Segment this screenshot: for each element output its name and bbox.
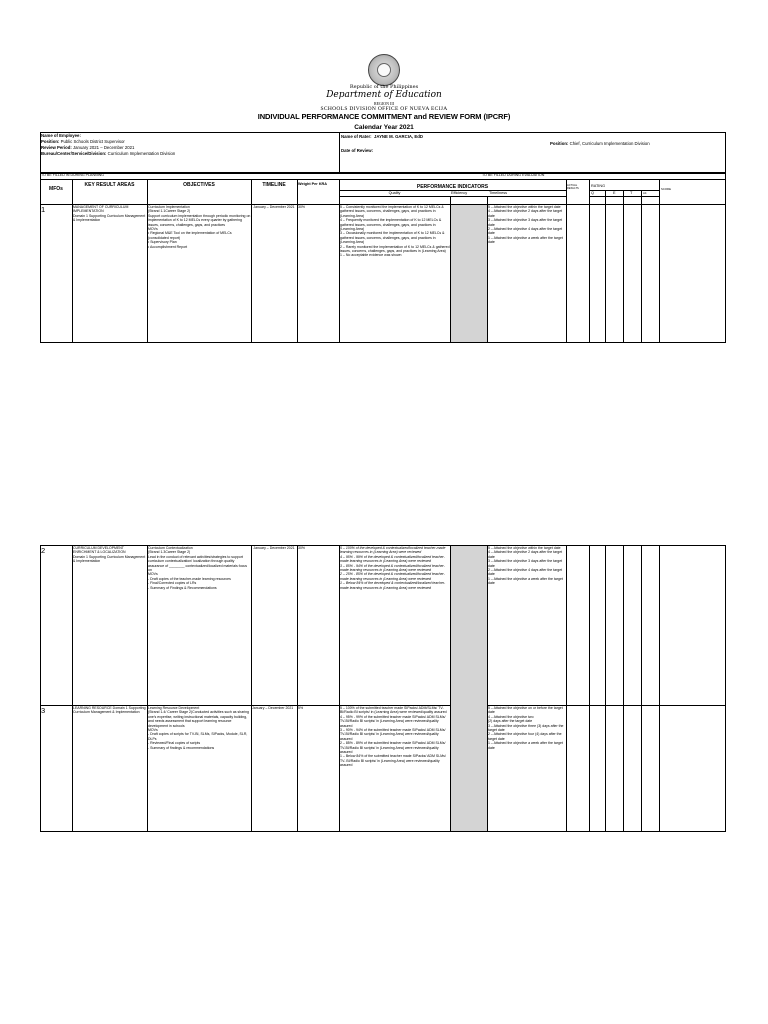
- row2-timeliness: 5 – Attained the objective within the target date 4 – Attained the objective 2 days after the target date 3 – Attained the objective 3 days after the target date 2 – Attained the objective 4 days after the target date 1 – Attained the objective a week after the target date: [488, 546, 563, 586]
- department-line: Department of Education: [326, 90, 442, 100]
- rule: [251, 179, 252, 343]
- row3-kra: LEARNING RESOURCE Domain 1 Supporting Curriculum Management & Implementation: [73, 706, 146, 715]
- rater-position-label: Position:: [550, 141, 569, 146]
- rule: [605, 545, 606, 832]
- col-ave: A4: [643, 191, 647, 195]
- employee-name-label: Name of Employee:: [41, 133, 81, 138]
- row1-kra: MANAGEMENT OF CURRICULUM IMPLEMENTATION Domain 1 Supporting Curriculum Management & Implementation: [73, 205, 146, 223]
- rule: [339, 179, 340, 343]
- rule: [566, 179, 567, 343]
- deped-seal-logo: [368, 54, 400, 86]
- row3-timeline: January – December 2021: [252, 706, 294, 710]
- col-indicators: PERFORMANCE INDICATORS: [416, 184, 489, 190]
- rule: [339, 196, 566, 197]
- rule: [605, 190, 606, 343]
- region-line: REGION III: [373, 101, 395, 106]
- row3-number: 3: [41, 706, 46, 715]
- row3-timeliness: 5 – Attained the objective on or before the target date 4 – Attained the objective two (2) days after the target date 3 – Attained the objective three (3) days after the target date 2 – Attained the objective four (4) days after the target date 1 – Attained the objective a week after the target date: [488, 706, 564, 750]
- row1-timeliness: 5 – Attained the objective within the target date 4 – Attained the objective 2 days after the target date 3 – Attained the objective 3 days after the target date 2 – Attained the objective 4 days after the target date 1 – Attained the objective a week after the target date: [488, 205, 563, 245]
- review-period-label: Review Period:: [41, 145, 72, 150]
- rater-position: [550, 141, 650, 146]
- rater-name: [341, 134, 423, 139]
- rule: [147, 179, 148, 343]
- col-weight: Weight Per KRA: [298, 182, 328, 186]
- row1-number: 1: [41, 205, 46, 214]
- col-efficiency: Efficiency: [451, 191, 468, 195]
- efficiency-shade: [451, 205, 487, 342]
- efficiency-shade: [451, 546, 487, 831]
- row3-quality: 5 – 100% of the submitted teacher made SIPacks/ ADM/SLMs/ TV-BI/Radio BI scripts/ in (Learning Area) were reviewed/quality assured 4 – 95% - 99% of the submitted teacher made SIPacks/ ADM SLMs/ TV-BI/Radio BI scripts/ in (Learning Area) were reviewed/quality assured 3 – 90% - 94% of the submitted teacher made SIPacks/ ADM SLMs/ TV-BI/Radio BI scripts/ in (Learning Area) were reviewed/quality assured 2 – 85% - 89% of the submitted teacher made SIPacks/ ADM SLMs/ TV-BI/Radio BI scripts/ in (Learning Area) were reviewed/quality assured 1 – Below 84% of the submitted teacher made SIPacks/ ADM SLMs/ TV- BI/Radio BI scripts/ in (Learning Area) were reviewed/quality assured: [340, 706, 447, 768]
- rule: [623, 545, 624, 832]
- rule: [251, 545, 252, 832]
- rule: [589, 190, 659, 191]
- col-actual: ACTUAL RESULTS: [567, 184, 579, 190]
- employee-position-value: Public Schools District Supervisor: [60, 139, 125, 144]
- col-mfos: MFOs: [49, 186, 63, 192]
- employee-position-label: Position:: [41, 139, 60, 144]
- rule: [641, 190, 642, 343]
- employee-position: [41, 139, 125, 144]
- rule: [659, 179, 660, 343]
- rater-name-label: Name of Rater:: [341, 134, 372, 139]
- col-q: Q: [591, 191, 594, 195]
- row1-weight: 30%: [298, 205, 306, 209]
- col-t: T: [630, 191, 633, 195]
- rule: [72, 179, 73, 343]
- evaluation-label: TO BE FILLED DURING EVALUATION: [482, 173, 545, 177]
- col-e: E: [613, 191, 616, 195]
- bureau: [41, 151, 175, 156]
- republic-line: Republic of the Philippines: [349, 84, 419, 90]
- col-kra: KEY RESULT AREAS: [84, 182, 135, 188]
- row2-kra: CURRICULUM DEVELOPMENT ENRICHMENT & LOCALIZATION Domain 1 Supporting Curriculum Management & Implementation: [73, 546, 146, 564]
- col-timeline: TIMELINE: [262, 182, 286, 188]
- division-line: SCHOOLS DIVISION OFFICE OF NUEVA ECIJA: [320, 106, 448, 112]
- col-objectives: OBJECTIVES: [183, 182, 215, 188]
- row3-objectives: Learning Resource Development (Strand 1.4/ Career Stage 2)Conducted activities such as sharing one's expertise, writing instructional materials, capacity building, and needs assessment that support learning resource development in schools MOVs - Draft copies of scripts for TV-BI, SLMs, SIPacks, Module, SLR, DLPs - Reviewed/Final copies of scripts - Summary of findings & recommendations: [148, 706, 249, 750]
- info-divider: [339, 132, 340, 173]
- form-title: INDIVIDUAL PERFORMANCE COMMITMENT and REVIEW FORM (IPCRF): [257, 112, 511, 121]
- rule: [297, 545, 298, 832]
- rule: [589, 196, 659, 197]
- row2-quality: 5 – 100% of the developed & contextualized/localized teacher-made learning resources in (Learning Area) were reviewed 4 – 95% - 99% of the developed & contextualized/localized teacher-made learning resources in (Learning Area) were reviewed 3 – 85% - 94% of the developed & contextualized/localized teacher-made learning resources in (Learning Area) were reviewed 2 – 25% - 85% of the developed & contextualized/localized teacher-made learning resources in (Learning Area) were reviewed 1 – Below 84% of the developed & contextualized/localized teacher-made learning resources in (Learning Area) were reviewed: [340, 546, 446, 590]
- rater-name-value: JAYNE M. GARCIA, EdD: [373, 134, 423, 139]
- rule: [297, 179, 298, 343]
- row3-weight: 5%: [298, 706, 304, 710]
- rule: [487, 545, 488, 832]
- bureau-value: Curriculum Implementation Division: [107, 151, 176, 156]
- bureau-label: Bureau/Center/Service/Division:: [41, 151, 107, 156]
- row2-number: 2: [41, 546, 46, 555]
- col-quality: Quality: [388, 191, 401, 195]
- rule: [659, 545, 660, 832]
- calendar-year: Calendar Year 2021: [354, 124, 414, 131]
- rule: [40, 179, 726, 180]
- col-timeliness: Timeliness: [489, 191, 508, 195]
- rule: [623, 190, 624, 343]
- date-of-review-label: Date of Review:: [341, 148, 373, 153]
- row1-quality: 5 – Consistently monitored the implementation of K to 12 MELCs & gathered issues, concerns, challenges, gaps, and practices in (Learning Area) 4 – Frequently monitored the implementation of K to 12 MELCs & gathered issues, concerns, challenges, gaps, and practices in (Learning Area) 3 – Occasionally monitored the implementation of K to 12 MELCs & gathered issues, concerns, challenges, gaps, and practices in (Learning Area) 2 – Rarely monitored the implementation of K to 12 MELCs & gathered issues, concerns, challenges, gaps, and practices in (Learning Area) 1 – No acceptable evidence was shown: [340, 205, 450, 258]
- rule: [72, 545, 73, 832]
- review-period: [41, 145, 134, 150]
- row2-objectives: Curriculum Contextualization (Strand 1.3Career Stage 2) Lead in the conduct of relevant activities/strategies to support curriculum contextualization/ localization through quality assurance of ________ contextualized/localized materials focus on MOVs - Draft copies of the teacher-made learning resources - Final/Corrected copies of LRs - Summary of Findings & Recommendations: [148, 546, 248, 590]
- col-rating: RATING: [591, 184, 606, 188]
- planning-label: TO BE FILLED IN DURING PLANNING: [41, 173, 105, 177]
- col-score: SCORE: [661, 187, 671, 191]
- row1-objectives: Curriculum Implementation (Strand 1.1Career Stage 2) Support curriculum implementation through periodic monitoring on implementation of K to 12 MELCs every quarter by gathering issues, concerns, challenges, gaps, and practices MOVs • Regional M&E Tool on the implementation of MELCs (consolidated report) • Supervisory Plan • Accomplishment Report: [148, 205, 251, 249]
- rater-position-value: Chief, Curriculum Implementation Division: [569, 141, 650, 146]
- row1-timeline: January – December 2021: [253, 205, 295, 209]
- row2-weight: 30%: [298, 546, 306, 550]
- rule: [641, 545, 642, 832]
- row2-timeline: January – December 2021: [253, 546, 295, 550]
- rule: [566, 545, 567, 832]
- rule: [589, 545, 590, 832]
- review-period-value: January 2021 – December 2021: [73, 145, 135, 150]
- rule: [589, 179, 590, 343]
